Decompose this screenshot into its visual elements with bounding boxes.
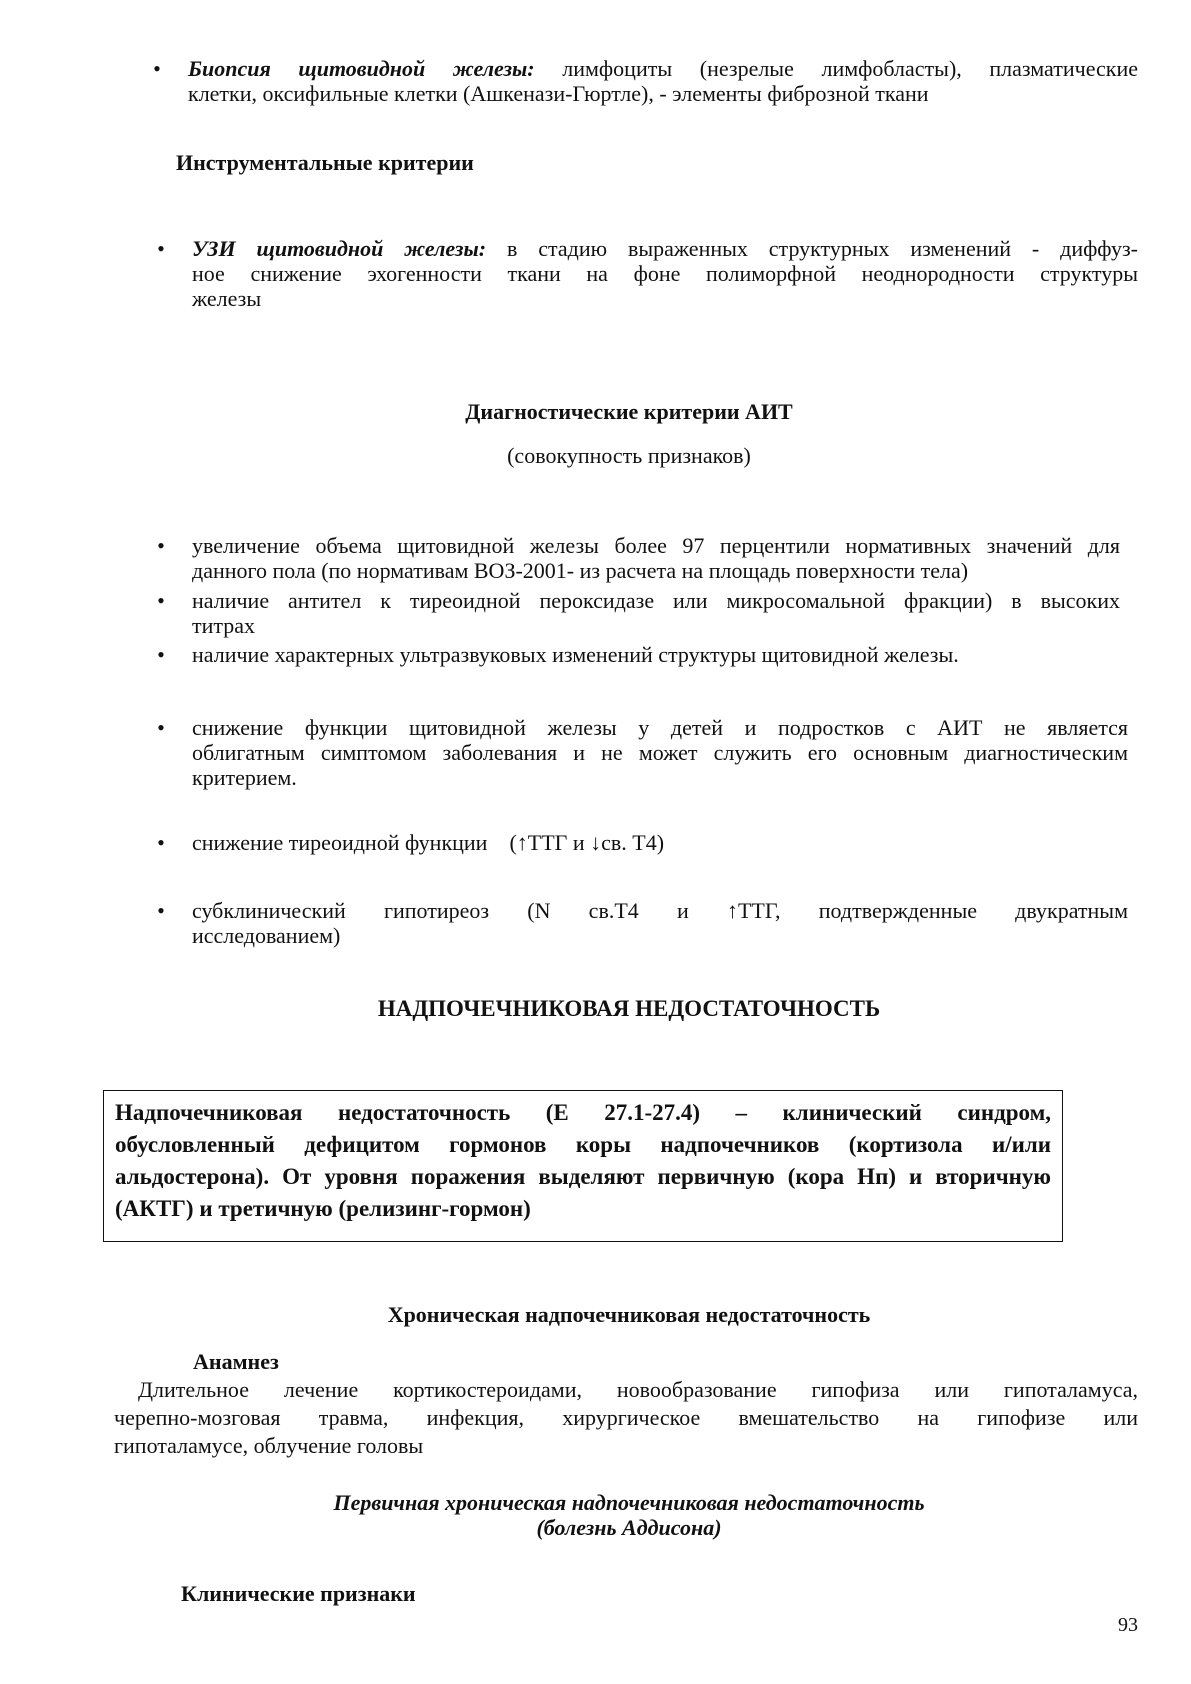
uzi-term: УЗИ щитовидной железы: — [192, 236, 487, 261]
diag-item-3-line-2: критерием. — [192, 765, 297, 790]
bullet-icon: • — [157, 236, 165, 261]
diag-item-0-line-0: увеличение объема щитовидной железы более 97 перцентили нормативных значений для — [192, 533, 1120, 558]
bullet-icon: • — [157, 642, 165, 667]
bullet-icon: • — [157, 898, 165, 923]
primary-title: Первичная хроническая надпочечниковая недостаточность — [333, 1490, 925, 1515]
definition-box — [103, 1090, 1063, 1242]
uzi-line-1 — [192, 236, 1138, 261]
anamnesis-line-1: черепно-мозговая травма, инфекция, хирургическое вмешательство на гипофизе или — [114, 1405, 1138, 1430]
diag-item-0-line-1: данного пола (по нормативам ВОЗ-2001- из расчета на площадь поверхности тела) — [192, 558, 969, 583]
anamnesis-line-2: гипоталамусе, облучение головы — [114, 1433, 424, 1458]
biopsy-line-1-text: лимфоциты (незрелые лимфобласты), плазматические — [534, 56, 1139, 81]
definition-line: Надпочечниковая недостаточность (Е 27.1-27.4) – клинический синдром, — [115, 1100, 1051, 1125]
primary-subtitle: (болезнь Аддисона) — [536, 1515, 722, 1540]
definition-line: обусловленный дефицитом гормонов коры надпочечников (кортизола и/или — [115, 1132, 1051, 1157]
diag-item-4-line-0: снижение тиреоидной функции (↑ТТГ и ↓св. Т4) — [192, 830, 665, 855]
biopsy-line-2: клетки, оксифильные клетки (Ашкенази-Гюртле), - элементы фиброзной ткани — [188, 81, 929, 106]
definition-line: (АКТГ) и третичную (релизинг-гормон) — [115, 1196, 531, 1221]
bullet-icon: • — [157, 830, 165, 855]
diag-item-5-line-1: исследованием) — [192, 923, 341, 948]
uzi-line-1-text: в стадию выраженных структурных изменений - диффуз- — [486, 236, 1138, 261]
anamnesis-heading: Анамнез — [193, 1349, 279, 1374]
anamnesis-line-0: Длительное лечение кортикостероидами, новообразование гипофиза или гипоталамуса, — [138, 1377, 1138, 1402]
bullet-icon: • — [157, 588, 165, 613]
diag-item-1-line-0: наличие антител к тиреоидной пероксидазе или микросомальной фракции) в высоких — [192, 588, 1120, 613]
chronic-heading: Хроническая надпочечниковая недостаточность — [387, 1302, 871, 1327]
diag-title: Диагностические критерии АИТ — [465, 399, 793, 424]
biopsy-term: Биопсия щитовидной железы: — [188, 56, 535, 81]
bullet-icon: • — [153, 56, 161, 81]
diag-item-3-line-0: снижение функции щитовидной железы у детей и подростков с АИТ не является — [192, 715, 1128, 740]
bullet-icon: • — [157, 715, 165, 740]
diag-item-5-line-0: субклинический гипотиреоз (N св.Т4 и ↑ТТГ, подтвержденные двукратным — [192, 898, 1128, 923]
instrumental-heading: Инструментальные критерии — [176, 150, 474, 175]
diag-subtitle: (совокупность признаков) — [507, 443, 751, 468]
uzi-line-3: железы — [192, 286, 262, 311]
adrenal-heading: НАДПОЧЕЧНИКОВАЯ НЕДОСТАТОЧНОСТЬ — [377, 996, 881, 1021]
page-number: 93 — [1118, 1614, 1138, 1636]
diag-item-1-line-1: титрах — [192, 613, 256, 638]
clinical-heading: Клинические признаки — [181, 1581, 416, 1606]
diag-item-2-line-0: наличие характерных ультразвуковых изменений структуры щитовидной железы. — [192, 642, 959, 667]
definition-line: альдостерона). От уровня поражения выделяют первичную (кора Нп) и вторичную — [115, 1164, 1051, 1189]
bullet-icon: • — [157, 533, 165, 558]
uzi-line-2: ное снижение эхогенности ткани на фоне полиморфной неоднородности структуры — [192, 261, 1138, 286]
diag-item-3-line-1: облигатным симптомом заболевания и не может служить его основным диагностическим — [192, 740, 1128, 765]
biopsy-line-1 — [188, 56, 1138, 81]
